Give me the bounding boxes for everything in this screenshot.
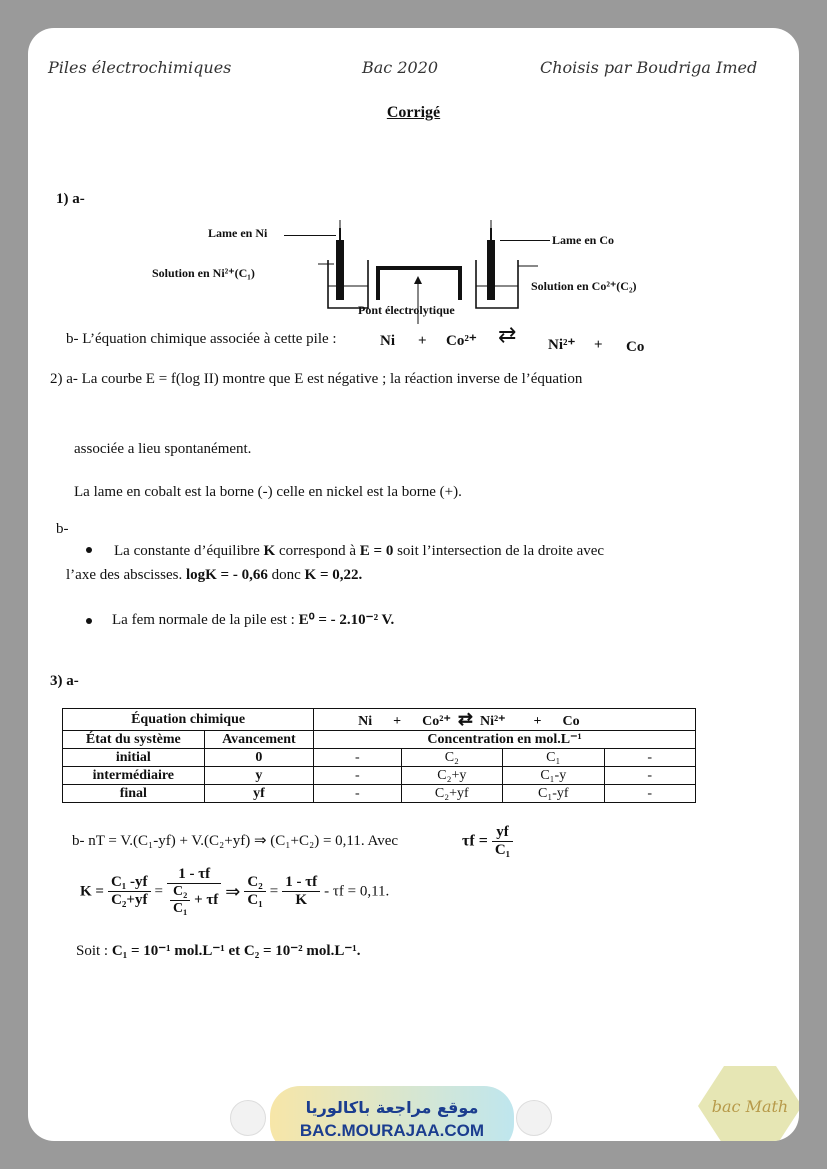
table-header-etat: État du système xyxy=(63,731,205,749)
co-electrode xyxy=(487,240,495,300)
q1-eq-co: Co xyxy=(626,339,645,355)
tau-definition: τf = $\frac{yf}{\text{C₁}}$ xyxy=(462,824,513,859)
table-header-concentration: Concentration en mol.L⁻¹ xyxy=(314,731,696,749)
arrow-lame-ni xyxy=(284,235,336,236)
q1-eq-plus2: + xyxy=(594,337,603,353)
q1-eq-arrow: ⇄ xyxy=(498,322,517,347)
q1-eq-ni: Ni xyxy=(380,333,395,349)
document-page xyxy=(28,28,799,1141)
site-url[interactable]: BAC.MOURAJAA.COM xyxy=(299,1121,485,1140)
beaker-right xyxy=(476,260,518,308)
q2-bullet2: La fem normale de la pile est : E⁰ = - 2.10⁻² V. xyxy=(112,612,395,628)
q2-b-label: b- xyxy=(56,521,69,537)
table-row: final yf - C₂+yf C₁-yf - xyxy=(63,785,696,803)
bullet-dot xyxy=(86,618,92,624)
label-lame-co: Lame en Co xyxy=(552,233,614,247)
label-sol-ni: Solution en Ni²⁺(C₁) xyxy=(152,266,255,280)
page-title: Corrigé xyxy=(386,104,441,121)
q1-eq-co2: Co²⁺ xyxy=(446,333,477,349)
q3-b-line: b- nT = V.(C₁-yf) + V.(C₂+yf) ⇒ (C₁+C₂) = 0,11. Avec xyxy=(72,833,399,849)
header-left: Piles électrochimiques xyxy=(48,58,232,77)
beaker-left xyxy=(328,260,368,308)
table-row: intermédiaire y - C₂+y C₁-y - xyxy=(63,767,696,785)
q2-bullet1-line2: l’axe des abscisses. logK = - 0,66 donc K = 0,22. xyxy=(66,567,363,583)
label-lame-ni: Lame en Ni xyxy=(208,226,268,240)
table-header-avancement: Avancement xyxy=(204,731,314,749)
q2-a-line3: La lame en cobalt est la borne (-) celle en nickel est la borne (+). xyxy=(74,484,462,500)
table-header-reaction: Ni + Co²⁺ ⇄ Ni²⁺ + Co xyxy=(314,709,696,731)
q1-b-text: b- L’équation chimique associée à cette pile : xyxy=(66,331,337,347)
header-right: Choisis par Boudriga Imed xyxy=(540,58,758,77)
q1-label: 1) a- xyxy=(56,191,85,207)
header-center: Bac 2020 xyxy=(362,58,439,77)
site-logo-left xyxy=(230,1100,266,1136)
q1-eq-ni2: Ni²⁺ xyxy=(548,337,576,353)
site-banner[interactable] xyxy=(270,1086,514,1141)
label-sol-co: Solution en Co²⁺(C₂) xyxy=(531,279,637,293)
label-pont: Pont électrolytique xyxy=(358,303,455,317)
bac-math-badge xyxy=(698,1066,799,1141)
table-header-equation: Équation chimique xyxy=(63,709,314,731)
svg-text:bac Math: bac Math xyxy=(711,1097,789,1116)
arrow-lame-co xyxy=(500,240,550,241)
k-expression: K = $\frac{\text{C₁ -yf}}{\text{C₂+yf}}$ = 1 - τf $\frac{\text{C₂}}{\text{C₁}}$ + τf ⇒ $\frac{\text{C₂}}{\text{C₁}}$ = $\frac{1 - \tau f}{K}$ - τf = 0,11. xyxy=(80,866,390,916)
advancement-table xyxy=(62,708,696,803)
bullet-dot xyxy=(86,547,92,553)
q1-eq-plus1: + xyxy=(418,333,427,349)
ni-electrode xyxy=(336,240,344,300)
q2-a-line2: associée a lieu spontanément. xyxy=(74,441,252,457)
q2-bullet1-line1: La constante d’équilibre K correspond à E = 0 soit l’intersection de la droite avec xyxy=(114,543,605,559)
q3-label: 3) a- xyxy=(50,673,79,689)
site-arabic-name: موقع مراجعة باكالوريا xyxy=(305,1098,479,1117)
site-logo-right xyxy=(516,1100,552,1136)
q2-a-line1: 2) a- La courbe E = f(log II) montre que E est négative ; la réaction inverse de l’équation xyxy=(50,371,583,387)
q3-soit: Soit : C₁ = 10⁻¹ mol.L⁻¹ et C₂ = 10⁻² mol.L⁻¹. xyxy=(76,943,361,959)
table-row: initial 0 - C₂ C₁ - xyxy=(63,749,696,767)
